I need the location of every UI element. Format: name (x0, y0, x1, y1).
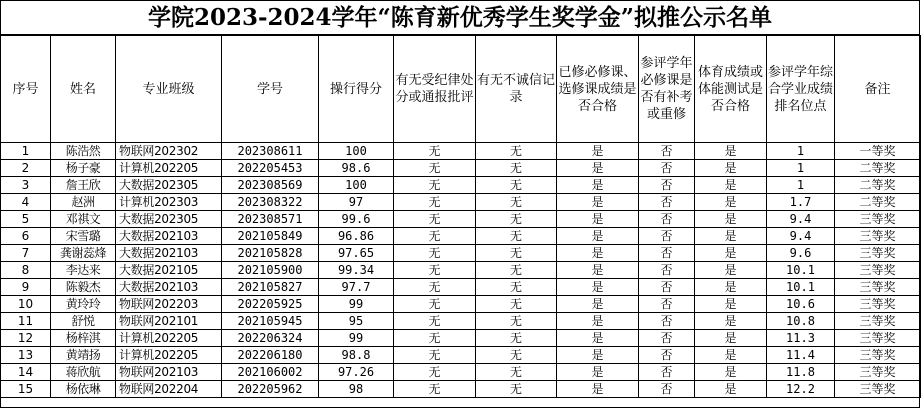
cell-pe: 是 (695, 381, 767, 398)
cell-class: 计算机202205 (116, 330, 222, 347)
cell-pe: 是 (695, 313, 767, 330)
cell-discipline: 无 (394, 245, 476, 262)
cell-rank: 1 (767, 160, 835, 177)
cell-student-id: 202206324 (222, 330, 319, 347)
cell-conduct: 98 (319, 381, 394, 398)
cell-class: 计算机202205 (116, 160, 222, 177)
table-row (1, 211, 921, 228)
cell-remark: 三等奖 (835, 211, 921, 228)
cell-no: 10 (1, 296, 51, 313)
cell-retake: 否 (639, 177, 695, 194)
cell-retake: 否 (639, 364, 695, 381)
header-integrity: 有无不诚信记录 (476, 36, 557, 143)
cell-pe: 是 (695, 160, 767, 177)
cell-name: 陈毅杰 (51, 279, 116, 296)
cell-class: 大数据202103 (116, 245, 222, 262)
cell-no: 9 (1, 279, 51, 296)
cell-remark: 一等奖 (835, 143, 921, 160)
cell-remark: 三等奖 (835, 279, 921, 296)
cell-student-id: 202308611 (222, 143, 319, 160)
cell-discipline: 无 (394, 160, 476, 177)
cell-integrity: 无 (476, 330, 557, 347)
cell-discipline: 无 (394, 330, 476, 347)
cell-conduct: 95 (319, 313, 394, 330)
cell-discipline: 无 (394, 228, 476, 245)
cell-name: 李达来 (51, 262, 116, 279)
cell-pe: 是 (695, 364, 767, 381)
cell-class: 大数据202103 (116, 279, 222, 296)
cell-no: 11 (1, 313, 51, 330)
cell-no: 12 (1, 330, 51, 347)
cell-no: 4 (1, 194, 51, 211)
cell-name: 杨子豪 (51, 160, 116, 177)
cell-courses: 是 (557, 177, 639, 194)
cell-student-id: 202205925 (222, 296, 319, 313)
cell-class: 大数据202105 (116, 262, 222, 279)
cell-remark: 二等奖 (835, 194, 921, 211)
cell-name: 詹王欣 (51, 177, 116, 194)
cell-retake: 否 (639, 330, 695, 347)
cell-student-id: 202308322 (222, 194, 319, 211)
cell-name: 陈浩然 (51, 143, 116, 160)
cell-conduct: 97.26 (319, 364, 394, 381)
cell-remark: 三等奖 (835, 381, 921, 398)
cell-class: 大数据202103 (116, 228, 222, 245)
table-row (1, 364, 921, 381)
cell-pe: 是 (695, 177, 767, 194)
cell-rank: 10.8 (767, 313, 835, 330)
cell-class: 物联网202101 (116, 313, 222, 330)
cell-remark: 三等奖 (835, 330, 921, 347)
cell-courses: 是 (557, 347, 639, 364)
cell-remark: 三等奖 (835, 262, 921, 279)
cell-discipline: 无 (394, 279, 476, 296)
cell-discipline: 无 (394, 313, 476, 330)
cell-student-id: 202308569 (222, 177, 319, 194)
cell-retake: 否 (639, 160, 695, 177)
cell-integrity: 无 (476, 364, 557, 381)
cell-no: 3 (1, 177, 51, 194)
cell-name: 邓祺文 (51, 211, 116, 228)
cell-class: 计算机202205 (116, 347, 222, 364)
cell-integrity: 无 (476, 143, 557, 160)
cell-name: 黄玲玲 (51, 296, 116, 313)
cell-class: 物联网202302 (116, 143, 222, 160)
cell-conduct: 99.6 (319, 211, 394, 228)
table-row (1, 279, 921, 296)
cell-no: 1 (1, 143, 51, 160)
cell-conduct: 98.6 (319, 160, 394, 177)
table-row (1, 262, 921, 279)
cell-discipline: 无 (394, 211, 476, 228)
cell-rank: 9.4 (767, 211, 835, 228)
cell-retake: 否 (639, 228, 695, 245)
cell-name: 舒悦 (51, 313, 116, 330)
cell-courses: 是 (557, 211, 639, 228)
cell-student-id: 202105827 (222, 279, 319, 296)
cell-conduct: 99 (319, 296, 394, 313)
cell-student-id: 202206180 (222, 347, 319, 364)
cell-student-id: 202205453 (222, 160, 319, 177)
cell-remark: 三等奖 (835, 296, 921, 313)
header-name: 姓名 (51, 36, 116, 143)
cell-name: 赵洲 (51, 194, 116, 211)
table-row (1, 313, 921, 330)
header-rank: 参评学年综合学业成绩排名位点 (767, 36, 835, 143)
header-pe: 体育成绩或体能测试是否合格 (695, 36, 767, 143)
cell-retake: 否 (639, 381, 695, 398)
cell-conduct: 97.65 (319, 245, 394, 262)
cell-integrity: 无 (476, 211, 557, 228)
cell-pe: 是 (695, 211, 767, 228)
cell-conduct: 100 (319, 143, 394, 160)
cell-courses: 是 (557, 364, 639, 381)
header-no: 序号 (1, 36, 51, 143)
cell-student-id: 202105849 (222, 228, 319, 245)
cell-no: 15 (1, 381, 51, 398)
cell-retake: 否 (639, 211, 695, 228)
cell-retake: 否 (639, 262, 695, 279)
cell-conduct: 97.7 (319, 279, 394, 296)
cell-class: 物联网202103 (116, 364, 222, 381)
cell-integrity: 无 (476, 262, 557, 279)
cell-retake: 否 (639, 296, 695, 313)
cell-name: 宋雪璐 (51, 228, 116, 245)
cell-discipline: 无 (394, 262, 476, 279)
cell-rank: 11.3 (767, 330, 835, 347)
cell-retake: 否 (639, 194, 695, 211)
table-body (1, 143, 921, 398)
cell-no: 13 (1, 347, 51, 364)
cell-retake: 否 (639, 279, 695, 296)
cell-rank: 9.6 (767, 245, 835, 262)
table-row (1, 177, 921, 194)
cell-no: 6 (1, 228, 51, 245)
cell-rank: 1.7 (767, 194, 835, 211)
header-student-id: 学号 (222, 36, 319, 143)
cell-remark: 三等奖 (835, 228, 921, 245)
cell-pe: 是 (695, 330, 767, 347)
cell-student-id: 202205962 (222, 381, 319, 398)
cell-name: 蒋欣航 (51, 364, 116, 381)
cell-integrity: 无 (476, 177, 557, 194)
table-row (1, 143, 921, 160)
cell-pe: 是 (695, 279, 767, 296)
cell-remark: 三等奖 (835, 313, 921, 330)
cell-courses: 是 (557, 160, 639, 177)
table-row (1, 194, 921, 211)
cell-conduct: 97 (319, 194, 394, 211)
cell-rank: 12.2 (767, 381, 835, 398)
cell-integrity: 无 (476, 228, 557, 245)
cell-integrity: 无 (476, 381, 557, 398)
cell-retake: 否 (639, 313, 695, 330)
cell-rank: 1 (767, 143, 835, 160)
cell-student-id: 202105945 (222, 313, 319, 330)
table-row (1, 245, 921, 262)
cell-class: 大数据202305 (116, 177, 222, 194)
cell-rank: 10.1 (767, 262, 835, 279)
cell-pe: 是 (695, 245, 767, 262)
cell-rank: 10.6 (767, 296, 835, 313)
cell-pe: 是 (695, 296, 767, 313)
cell-retake: 否 (639, 347, 695, 364)
table-row (1, 347, 921, 364)
header-conduct: 操行得分 (319, 36, 394, 143)
header-discipline: 有无受纪律处分或通报批评 (394, 36, 476, 143)
cell-no: 14 (1, 364, 51, 381)
cell-discipline: 无 (394, 381, 476, 398)
cell-integrity: 无 (476, 296, 557, 313)
cell-pe: 是 (695, 228, 767, 245)
cell-name: 杨依琳 (51, 381, 116, 398)
cell-no: 7 (1, 245, 51, 262)
cell-class: 物联网202204 (116, 381, 222, 398)
cell-discipline: 无 (394, 364, 476, 381)
cell-integrity: 无 (476, 194, 557, 211)
cell-courses: 是 (557, 262, 639, 279)
table-row (1, 330, 921, 347)
cell-student-id: 202106002 (222, 364, 319, 381)
cell-courses: 是 (557, 245, 639, 262)
cell-conduct: 99 (319, 330, 394, 347)
cell-retake: 否 (639, 143, 695, 160)
cell-no: 2 (1, 160, 51, 177)
cell-discipline: 无 (394, 194, 476, 211)
table-row (1, 160, 921, 177)
cell-discipline: 无 (394, 347, 476, 364)
header-retake: 参评学年必修课是否有补考或重修 (639, 36, 695, 143)
cell-rank: 9.4 (767, 228, 835, 245)
cell-class: 大数据202305 (116, 211, 222, 228)
table-row (1, 228, 921, 245)
cell-integrity: 无 (476, 245, 557, 262)
cell-conduct: 98.8 (319, 347, 394, 364)
cell-courses: 是 (557, 330, 639, 347)
cell-name: 黄靖扬 (51, 347, 116, 364)
cell-courses: 是 (557, 194, 639, 211)
cell-rank: 11.8 (767, 364, 835, 381)
cell-pe: 是 (695, 347, 767, 364)
cell-remark: 三等奖 (835, 347, 921, 364)
header-class: 专业班级 (116, 36, 222, 143)
cell-remark: 二等奖 (835, 177, 921, 194)
cell-courses: 是 (557, 313, 639, 330)
cell-integrity: 无 (476, 347, 557, 364)
cell-rank: 10.1 (767, 279, 835, 296)
cell-name: 杨梓淇 (51, 330, 116, 347)
document-title: 学院2023-2024学年“陈育新优秀学生奖学金”拟推公示名单 (1, 1, 919, 35)
cell-courses: 是 (557, 381, 639, 398)
cell-discipline: 无 (394, 143, 476, 160)
table-row (1, 296, 921, 313)
cell-class: 计算机202303 (116, 194, 222, 211)
cell-conduct: 100 (319, 177, 394, 194)
cell-rank: 11.4 (767, 347, 835, 364)
cell-discipline: 无 (394, 296, 476, 313)
cell-no: 5 (1, 211, 51, 228)
cell-courses: 是 (557, 296, 639, 313)
table-row (1, 381, 921, 398)
cell-pe: 是 (695, 143, 767, 160)
cell-student-id: 202105900 (222, 262, 319, 279)
header-row (1, 36, 921, 143)
cell-discipline: 无 (394, 177, 476, 194)
cell-conduct: 99.34 (319, 262, 394, 279)
cell-remark: 二等奖 (835, 160, 921, 177)
cell-integrity: 无 (476, 160, 557, 177)
cell-name: 龚谢蕊烽 (51, 245, 116, 262)
cell-retake: 否 (639, 245, 695, 262)
cell-no: 8 (1, 262, 51, 279)
cell-courses: 是 (557, 279, 639, 296)
cell-student-id: 202308571 (222, 211, 319, 228)
cell-integrity: 无 (476, 313, 557, 330)
header-remark: 备注 (835, 36, 921, 143)
cell-conduct: 96.86 (319, 228, 394, 245)
cell-student-id: 202105828 (222, 245, 319, 262)
cell-rank: 1 (767, 177, 835, 194)
scholarship-table (0, 35, 921, 398)
cell-remark: 三等奖 (835, 245, 921, 262)
cell-pe: 是 (695, 262, 767, 279)
cell-pe: 是 (695, 194, 767, 211)
cell-class: 物联网202203 (116, 296, 222, 313)
cell-remark: 三等奖 (835, 364, 921, 381)
cell-courses: 是 (557, 143, 639, 160)
cell-courses: 是 (557, 228, 639, 245)
cell-integrity: 无 (476, 279, 557, 296)
header-courses: 已修必修课、选修课成绩是否合格 (557, 36, 639, 143)
